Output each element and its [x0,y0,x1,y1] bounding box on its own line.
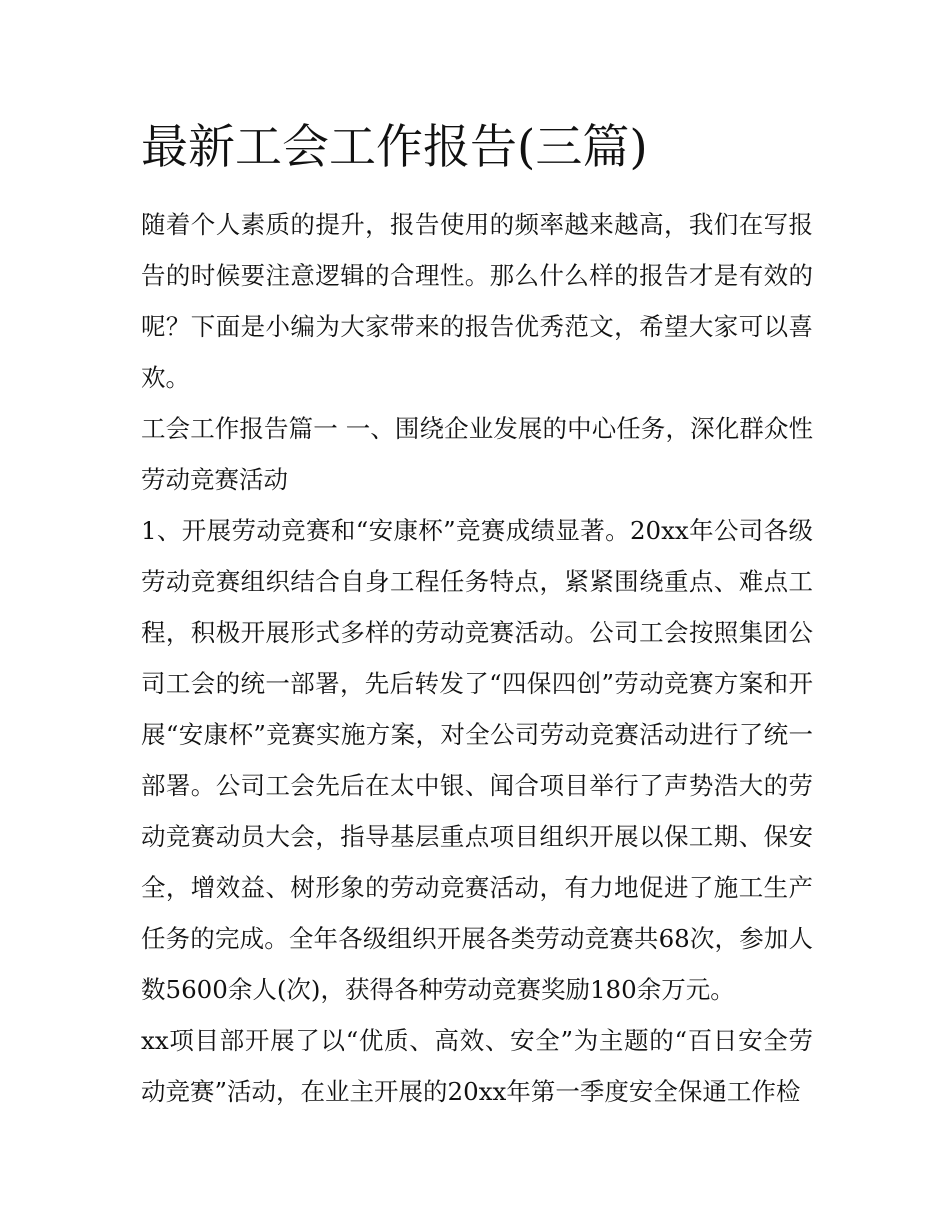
document-title: 最新工会工作报告(三篇) [141,120,648,175]
labor-competition-paragraph: 1、开展劳动竞赛和“安康杯”竞赛成绩显著。20xx年公司各级劳动竞赛组织结合自身工程任务特点，紧紧围绕重点、难点工程，积极开展形式多样的劳动竞赛活动。公司工会按照集团公司工会的统一部署，先后转发了“四保四创”劳动竞赛方案和开展“安康杯”竞赛实施方案，对全公司劳动竞赛活动进行了统一部署。公司工会先后在太中银、闻合项目举行了声势浩大的劳动竞赛动员大会，指导基层重点项目组织开展以保工期、保安全，增效益、树形象的劳动竞赛活动，有力地促进了施工生产任务的完成。全年各级组织开展各类劳动竞赛共68次，参加人数5600余人(次)，获得各种劳动竞赛奖励180余万元。 [141,516,813,1004]
section-heading-paragraph: 工会工作报告篇一 一、围绕企业发展的中心任务，深化群众性劳动竞赛活动 [141,414,813,494]
document-body [141,117,813,1117]
project-department-paragraph: xx项目部开展了以“优质、高效、安全”为主题的“百日安全劳动竞赛”活动，在业主开展的20xx年第一季度安全保通工作检 [141,1026,813,1106]
intro-paragraph: 随着个人素质的提升，报告使用的频率越来越高，我们在写报告的时候要注意逻辑的合理性。那么什么样的报告才是有效的呢？下面是小编为大家带来的报告优秀范文，希望大家可以喜欢。 [141,210,813,392]
